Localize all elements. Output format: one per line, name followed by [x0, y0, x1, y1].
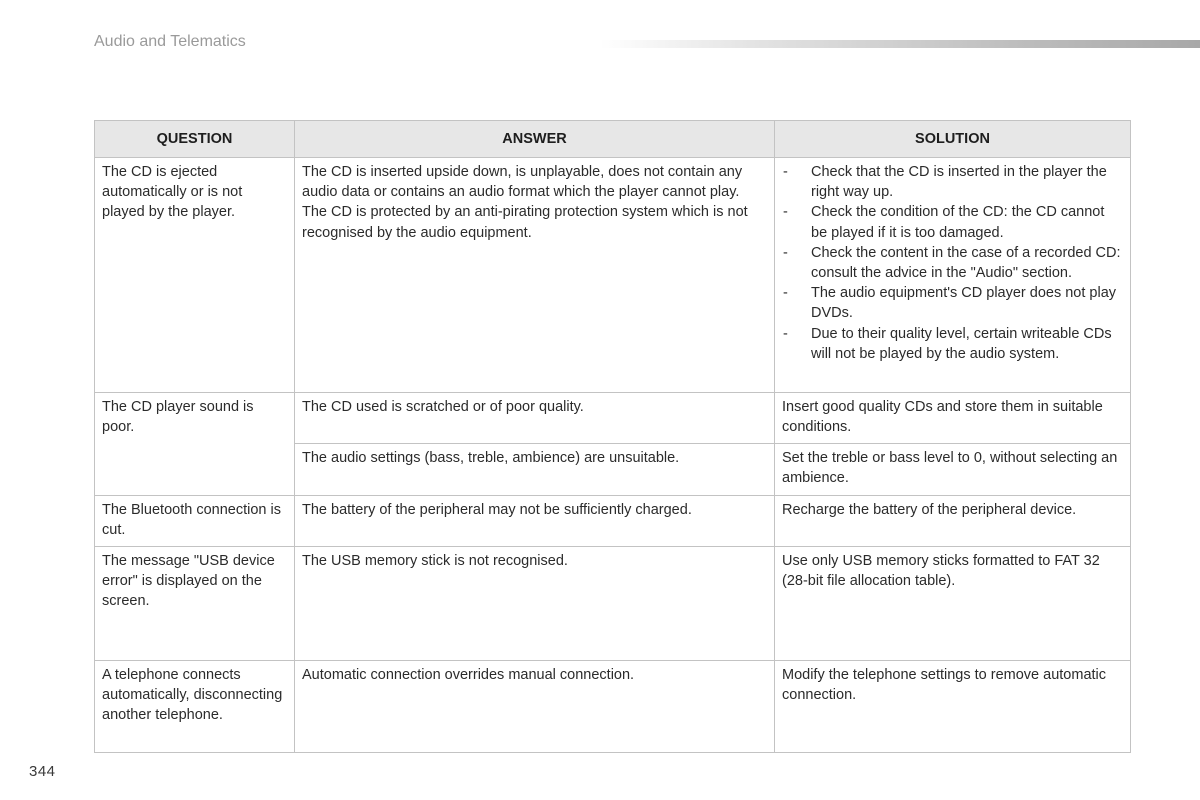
column-header-answer: ANSWER [295, 121, 775, 158]
column-header-question: QUESTION [95, 121, 295, 158]
answer-cell: The USB memory stick is not recognised. [295, 547, 775, 661]
table-row [95, 661, 1131, 753]
solution-item: - Due to their quality level, certain writeable CDs will not be played by the audio system. [782, 324, 1123, 364]
table-header-row [95, 121, 1131, 158]
question-cell: The CD player sound is poor. [95, 393, 295, 496]
solution-cell: Set the treble or bass level to 0, without selecting an ambience. [775, 444, 1131, 496]
question-cell: The CD is ejected automatically or is not played by the player. [95, 158, 295, 393]
solution-list [782, 162, 1123, 364]
solution-cell: Modify the telephone settings to remove automatic connection. [775, 661, 1131, 753]
solution-cell: Use only USB memory sticks formatted to FAT 32 (28-bit file allocation table). [775, 547, 1131, 661]
question-cell: A telephone connects automatically, disconnecting another telephone. [95, 661, 295, 753]
answer-cell: Automatic connection overrides manual connection. [295, 661, 775, 753]
solution-item: - Check that the CD is inserted in the player the right way up. [782, 162, 1123, 202]
question-cell: The Bluetooth connection is cut. [95, 496, 295, 547]
answer-cell: The battery of the peripheral may not be sufficiently charged. [295, 496, 775, 547]
table-row [95, 496, 1131, 547]
answer-paragraph: The CD is inserted upside down, is unplayable, does not contain any audio data or contains an audio format which the player cannot play. [302, 164, 743, 201]
answer-cell: The audio settings (bass, treble, ambience) are unsuitable. [295, 444, 775, 496]
table-row [95, 158, 1131, 393]
solution-cell [775, 158, 1131, 393]
answer-cell: The CD used is scratched or of poor quality. [295, 393, 775, 444]
page-number: 344 [29, 763, 56, 780]
solution-cell: Recharge the battery of the peripheral device. [775, 496, 1131, 547]
solution-item: - Check the condition of the CD: the CD cannot be played if it is too damaged. [782, 202, 1123, 242]
answer-cell [295, 158, 775, 393]
section-title: Audio and Telematics [94, 33, 246, 50]
troubleshooting-table [94, 120, 1131, 753]
solution-item: - Check the content in the case of a recorded CD: consult the advice in the "Audio" section. [782, 243, 1123, 283]
column-header-solution: SOLUTION [775, 121, 1131, 158]
solution-item: - The audio equipment's CD player does not play DVDs. [782, 283, 1123, 323]
table-row [95, 547, 1131, 661]
question-cell: The message "USB device error" is displayed on the screen. [95, 547, 295, 661]
table-row [95, 393, 1131, 444]
answer-paragraph: The CD is protected by an anti-pirating protection system which is not recognised by the audio equipment. [302, 204, 748, 241]
header-gradient-bar [600, 40, 1200, 48]
solution-cell: Insert good quality CDs and store them in suitable conditions. [775, 393, 1131, 444]
